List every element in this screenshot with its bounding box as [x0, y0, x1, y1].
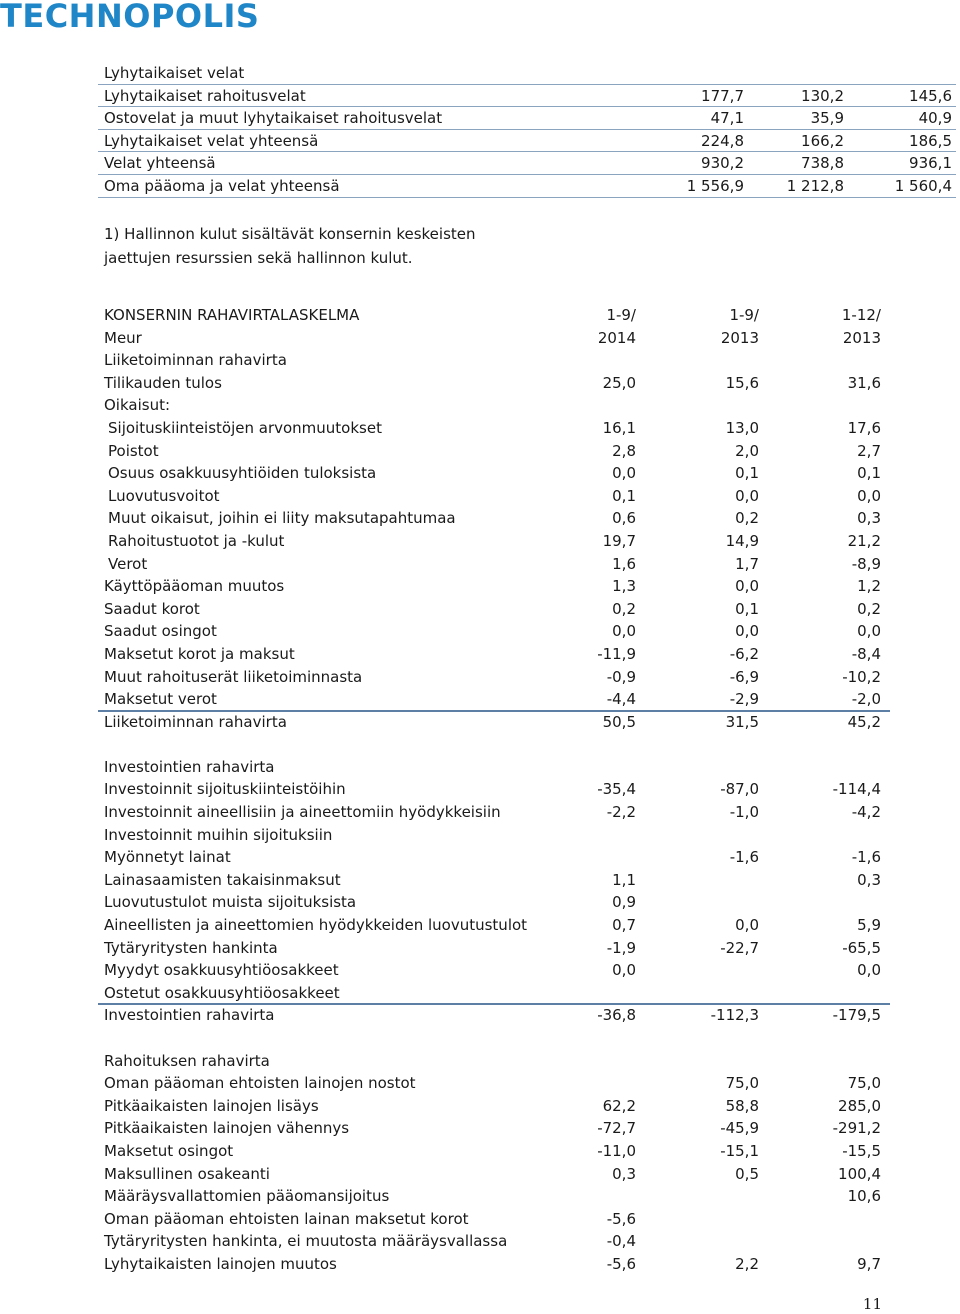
technopolis-logo: TECHNOPOLIS — [0, 0, 260, 35]
row-value: -15,5 — [842, 1141, 881, 1160]
row-label: Lainasaamisten takaisinmaksut — [104, 870, 341, 889]
row-label: Maksetut osingot — [104, 1141, 234, 1160]
row-label: Tytäryritysten hankinta, ei muutosta määräysvallassa — [104, 1232, 508, 1251]
balance-sheet-table — [104, 62, 956, 198]
row-value: 738,8 — [801, 154, 844, 173]
row-value: -5,6 — [606, 1254, 636, 1273]
row-value: -6,2 — [729, 644, 759, 663]
row-value: -6,9 — [729, 667, 759, 686]
row-value: 285,0 — [838, 1096, 881, 1115]
row-label: Maksetut verot — [104, 690, 217, 709]
row-value: 45,2 — [847, 712, 881, 731]
row-label: Ostetut osakkuusyhtiöosakkeet — [104, 983, 340, 1002]
row-value: -112,3 — [710, 1006, 759, 1025]
row-value: 1-9/ — [606, 306, 636, 324]
row-label: Investointien rahavirta — [104, 757, 275, 776]
table-row — [104, 801, 890, 824]
table-row — [104, 869, 890, 892]
cashflow-statement-table — [104, 304, 890, 1276]
row-value: 0,1 — [735, 464, 759, 483]
row-value: 1,6 — [612, 554, 636, 573]
row-value: 0,0 — [735, 622, 759, 641]
row-value: 2014 — [597, 328, 636, 347]
row-label: Oma pääoma ja velat yhteensä — [104, 176, 340, 195]
row-value: 75,0 — [847, 1074, 881, 1093]
table-row — [104, 1027, 890, 1050]
row-value: -11,0 — [597, 1141, 636, 1160]
row-value: 21,2 — [847, 531, 881, 550]
row-label: Ostovelat ja muut lyhytaikaiset rahoitusvelat — [104, 109, 443, 128]
row-value: 2013 — [842, 328, 881, 347]
row-value: 130,2 — [801, 86, 844, 105]
table-row — [104, 666, 890, 689]
table-row — [104, 1095, 890, 1118]
table-row — [104, 914, 890, 937]
table-row — [104, 152, 956, 175]
row-label: Verot — [108, 554, 148, 573]
table-row — [104, 688, 890, 711]
row-label: Määräysvallattomien pääomansijoitus — [104, 1187, 390, 1206]
row-value: 0,0 — [857, 622, 881, 641]
table-row — [104, 982, 890, 1005]
row-value: 930,2 — [701, 154, 744, 173]
row-value: -2,0 — [851, 690, 881, 709]
row-value: 1-12/ — [841, 306, 881, 324]
table-row — [104, 1208, 890, 1231]
row-value: 19,7 — [602, 531, 636, 550]
row-value: 10,6 — [847, 1187, 881, 1206]
table-row — [104, 130, 956, 153]
row-label: Rahoituksen rahavirta — [104, 1051, 270, 1070]
row-value: 31,5 — [725, 712, 759, 731]
row-value: 31,6 — [847, 373, 881, 392]
row-value: 100,4 — [838, 1164, 881, 1183]
row-value: 177,7 — [701, 86, 744, 105]
table-row — [104, 1117, 890, 1140]
row-value: 2,0 — [735, 441, 759, 460]
row-label: Muut oikaisut, joihin ei liity maksutapahtumaa — [108, 509, 456, 528]
row-value: 0,0 — [612, 464, 636, 483]
table-row — [104, 824, 890, 847]
row-value: 2,2 — [735, 1254, 759, 1273]
row-value: 0,6 — [612, 509, 636, 528]
row-value: -35,4 — [597, 780, 636, 799]
table-row — [104, 620, 890, 643]
row-value: 936,1 — [909, 154, 952, 173]
row-label: Lyhytaikaiset velat — [104, 64, 245, 82]
row-value: 2013 — [720, 328, 759, 347]
row-label: Velat yhteensä — [104, 154, 216, 173]
table-row — [104, 553, 890, 576]
row-label: Investoinnit sijoituskiinteistöihin — [104, 780, 346, 799]
row-value: -1,0 — [729, 803, 759, 822]
row-value: -72,7 — [597, 1119, 636, 1138]
row-value: 2,7 — [857, 441, 881, 460]
table-row — [104, 394, 890, 417]
row-value: 1,1 — [612, 870, 636, 889]
footnote: 1) Hallinnon kulut sisältävät konsernin keskeisten jaettujen resurssien sekä hallinnon kulut. — [104, 225, 476, 267]
row-label: Lyhytaikaiset velat yhteensä — [104, 131, 319, 150]
row-value: -5,6 — [606, 1209, 636, 1228]
table-row — [104, 417, 890, 440]
table-row — [104, 959, 890, 982]
table-row — [104, 711, 890, 734]
row-value: 75,0 — [725, 1074, 759, 1093]
row-label: Saadut korot — [104, 599, 200, 618]
row-label: Maksullinen osakeanti — [104, 1164, 270, 1183]
row-label: Meur — [104, 328, 142, 347]
table-row — [104, 1050, 890, 1073]
table-row — [104, 778, 890, 801]
row-value: 0,0 — [735, 916, 759, 935]
row-value: -65,5 — [842, 938, 881, 957]
row-value: 0,0 — [612, 622, 636, 641]
table-row — [104, 507, 890, 530]
row-value: -1,6 — [729, 848, 759, 867]
table-row — [104, 643, 890, 666]
row-label: KONSERNIN RAHAVIRTALASKELMA — [104, 306, 360, 324]
table-row — [104, 937, 890, 960]
row-value: -15,1 — [720, 1141, 759, 1160]
table-row — [104, 598, 890, 621]
table-row — [104, 1185, 890, 1208]
row-value: -4,4 — [606, 690, 636, 709]
row-value: 1 556,9 — [686, 176, 744, 195]
row-value: 5,9 — [857, 916, 881, 935]
row-value: 0,5 — [735, 1164, 759, 1183]
row-value: 13,0 — [725, 418, 759, 437]
row-value: 1 212,8 — [786, 176, 844, 195]
row-label: Tilikauden tulos — [104, 373, 222, 392]
row-value: -1,9 — [606, 938, 636, 957]
row-value: -36,8 — [597, 1006, 636, 1025]
table-row — [104, 530, 890, 553]
row-value: 145,6 — [909, 86, 952, 105]
row-label: Lyhytaikaiset rahoitusvelat — [104, 86, 306, 105]
row-value: -8,4 — [851, 644, 881, 663]
table-row — [104, 891, 890, 914]
row-label: Pitkäaikaisten lainojen vähennys — [104, 1119, 350, 1138]
table-row — [104, 733, 890, 756]
row-label: Saadut osingot — [104, 622, 217, 641]
row-label: Pitkäaikaisten lainojen lisäys — [104, 1096, 319, 1115]
table-row — [104, 575, 890, 598]
row-value: 0,2 — [735, 509, 759, 528]
row-value: 25,0 — [602, 373, 636, 392]
row-value: 40,9 — [918, 109, 952, 128]
row-value: 17,6 — [847, 418, 881, 437]
row-value: 58,8 — [725, 1096, 759, 1115]
row-value: 0,9 — [612, 893, 636, 912]
table-row — [104, 85, 956, 108]
row-value: 0,1 — [857, 464, 881, 483]
table-row — [104, 175, 956, 198]
row-label: Maksetut korot ja maksut — [104, 644, 295, 663]
row-value: 0,7 — [612, 916, 636, 935]
table-row — [104, 1163, 890, 1186]
row-value: -0,4 — [606, 1232, 636, 1251]
row-label: Investointien rahavirta — [104, 1006, 275, 1025]
row-label: Oman pääoman ehtoisten lainojen nostot — [104, 1074, 416, 1093]
row-value: 47,1 — [710, 109, 744, 128]
row-value: 1-9/ — [729, 306, 759, 324]
row-value: 50,5 — [602, 712, 636, 731]
row-label: Oikaisut: — [104, 396, 171, 415]
row-value: -8,9 — [851, 554, 881, 573]
row-value: 9,7 — [857, 1254, 881, 1273]
page-number: 11 — [862, 1295, 882, 1313]
row-label: Lyhytaikaisten lainojen muutos — [104, 1254, 337, 1273]
row-value: 62,2 — [602, 1096, 636, 1115]
row-label: Sijoituskiinteistöjen arvonmuutokset — [108, 418, 382, 437]
row-value: -11,9 — [597, 644, 636, 663]
row-value: 0,1 — [612, 486, 636, 505]
table-row — [104, 462, 890, 485]
table-row — [104, 846, 890, 869]
row-value: 0,0 — [735, 577, 759, 596]
row-value: -4,2 — [851, 803, 881, 822]
row-label: Liiketoiminnan rahavirta — [104, 351, 287, 370]
row-value: -2,9 — [729, 690, 759, 709]
row-label: Poistot — [108, 441, 159, 460]
row-label: Myydyt osakkuusyhtiöosakkeet — [104, 961, 339, 980]
table-row — [104, 1140, 890, 1163]
row-value: -1,6 — [851, 848, 881, 867]
row-label: Liiketoiminnan rahavirta — [104, 712, 287, 731]
table-row — [104, 372, 890, 395]
table-row — [104, 1072, 890, 1095]
table-row — [104, 485, 890, 508]
row-value: 1,3 — [612, 577, 636, 596]
row-label: Luovutustulot muista sijoituksista — [104, 893, 357, 912]
table-row — [104, 440, 890, 463]
row-value: -45,9 — [720, 1119, 759, 1138]
row-value: 166,2 — [801, 131, 844, 150]
row-value: 224,8 — [701, 131, 744, 150]
table-row — [104, 327, 890, 350]
row-value: -87,0 — [720, 780, 759, 799]
row-value: 0,3 — [612, 1164, 636, 1183]
row-value: 0,0 — [857, 486, 881, 505]
row-value: 186,5 — [909, 131, 952, 150]
table-row — [104, 62, 956, 85]
row-value: -2,2 — [606, 803, 636, 822]
row-value: 0,0 — [857, 961, 881, 980]
row-value: 0,3 — [857, 870, 881, 889]
row-value: -10,2 — [842, 667, 881, 686]
row-value: -22,7 — [720, 938, 759, 957]
row-value: 0,1 — [735, 599, 759, 618]
row-value: -179,5 — [832, 1006, 881, 1025]
row-label: Myönnetyt lainat — [104, 848, 231, 867]
row-value: 0,2 — [612, 599, 636, 618]
row-label: Käyttöpääoman muutos — [104, 577, 285, 596]
row-value: 0,0 — [612, 961, 636, 980]
row-value: 1,7 — [735, 554, 759, 573]
row-value: 1 560,4 — [894, 176, 952, 195]
table-row — [104, 107, 956, 130]
row-value: 0,2 — [857, 599, 881, 618]
row-value: -291,2 — [832, 1119, 881, 1138]
row-label: Luovutusvoitot — [108, 486, 220, 505]
row-label: Muut rahoituserät liiketoiminnasta — [104, 667, 363, 686]
table-row — [104, 1004, 890, 1027]
row-label: Osuus osakkuusyhtiöiden tuloksista — [108, 464, 377, 483]
table-row — [104, 304, 890, 327]
row-label: Investoinnit aineellisiin ja aineettomiin hyödykkeisiin — [104, 803, 501, 822]
row-value: 1,2 — [857, 577, 881, 596]
row-value: 14,9 — [725, 531, 759, 550]
table-row — [104, 1230, 890, 1253]
row-label: Oman pääoman ehtoisten lainan maksetut korot — [104, 1209, 469, 1228]
row-value: 0,3 — [857, 509, 881, 528]
row-label: Aineellisten ja aineettomien hyödykkeiden luovutustulot — [104, 916, 528, 935]
row-value: 16,1 — [602, 418, 636, 437]
table-row — [104, 349, 890, 372]
row-label: Rahoitustuotot ja -kulut — [108, 531, 285, 550]
row-value: 2,8 — [612, 441, 636, 460]
row-value: 35,9 — [810, 109, 844, 128]
row-value: -0,9 — [606, 667, 636, 686]
row-value: -114,4 — [832, 780, 881, 799]
table-row — [104, 1253, 890, 1276]
row-value: 0,0 — [735, 486, 759, 505]
row-label: Tytäryritysten hankinta — [104, 938, 278, 957]
row-value: 15,6 — [725, 373, 759, 392]
table-row — [104, 756, 890, 779]
row-label: Investoinnit muihin sijoituksiin — [104, 825, 333, 844]
